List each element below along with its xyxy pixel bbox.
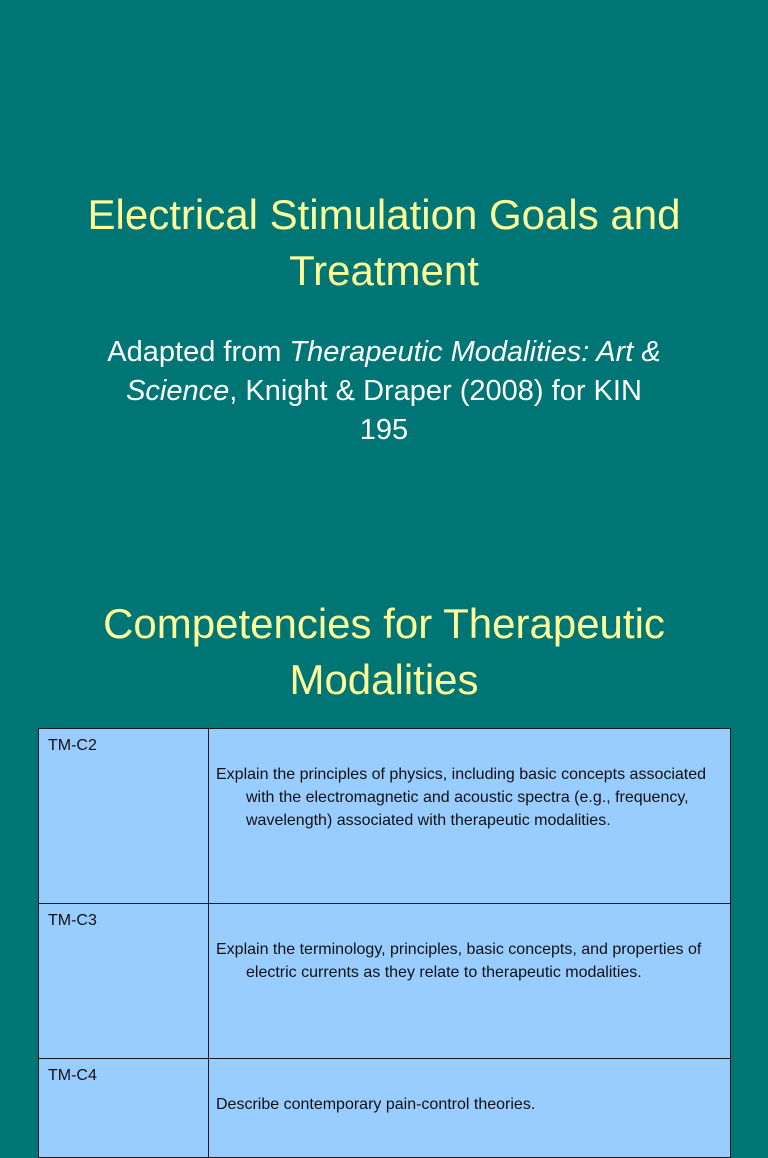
subtitle-suffix: , Knight & Draper (2008) for KIN 195 [229, 375, 642, 446]
slide-title: Electrical Stimulation Goals and Treatment [87, 191, 681, 294]
table-row [39, 1059, 731, 1158]
competency-code: TM-C3 [39, 904, 209, 1059]
competency-description: Explain the principles of physics, including basic concepts associated with the electromagnetic and acoustic spectra (e.g., frequency, wavelength) associated with therapeutic modalities. [216, 766, 707, 829]
competency-code: TM-C2 [39, 729, 209, 904]
competencies-table [38, 728, 731, 1158]
table-row [39, 904, 731, 1059]
subtitle-prefix: Adapted from [107, 336, 290, 368]
competency-description: Describe contemporary pain-control theories. [216, 1096, 536, 1113]
book-title: Therapeutic Modalities: Art & Science [126, 336, 661, 407]
competency-description-cell [209, 729, 731, 904]
competency-description-cell [209, 904, 731, 1059]
competencies-title: Competencies for Therapeutic Modalities [103, 600, 665, 703]
slide-subtitle [100, 333, 668, 450]
table-row [39, 729, 731, 904]
competency-code: TM-C4 [39, 1059, 209, 1158]
competency-description: Explain the terminology, principles, basic concepts, and properties of electric currents as they relate to therapeutic modalities. [216, 941, 702, 981]
competency-description-cell [209, 1059, 731, 1158]
